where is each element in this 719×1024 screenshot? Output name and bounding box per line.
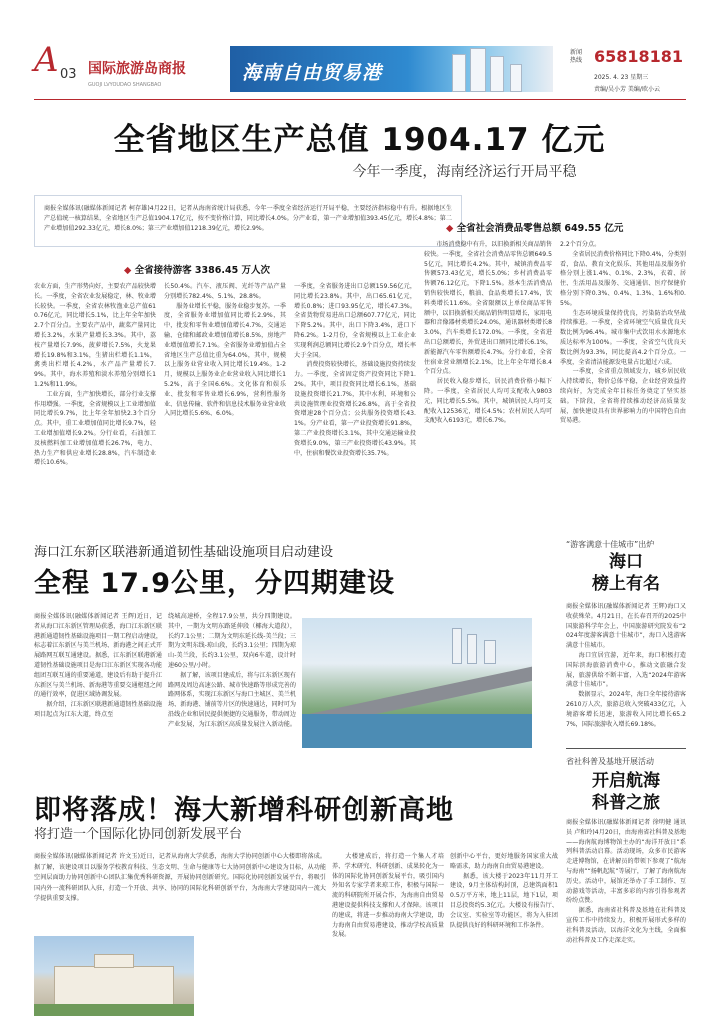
right2-body: 商报全媒体讯(融媒体新闻记者 徐明健 通讯员 卢和玲)4月20日，由海南省社科普及基地——海南航海博物馆主办的“海洋开放日”系列科普活动启幕。活动现场，众多市民游客走进博物馆，在讲解员的带领下参观了“航海与海南”“扬帆起航”等展厅，了解了海南航海历史。活动中，展馆还举办了手工制作、互动游戏等活动，丰富多彩的内容引得参观者纷纷点赞。 据悉，海南省社科普及基地在社科普及宣传工作中持续发力，积极开展形式多样的社科普及活动，以海洋文化为主线，全面推动社科普及工作走深走实。 xyxy=(566,819,686,944)
headline-line: 海口 xyxy=(609,552,643,572)
issue-date: 2025. 4. 23 星期三 xyxy=(594,74,649,81)
headline-line: 开启航海 xyxy=(592,771,660,791)
story3-subheadline: 将打造一个国际化协同创新发展平台 xyxy=(34,827,243,842)
hotline-number: 65818181 xyxy=(594,47,684,66)
story1-lead-box: 商报全媒体讯(融媒体新闻记者 柯存雄)4月22日，记者从海南省统计局获悉，今年一季度全省经济运行开局平稳，主要经济指标稳中有升。根据地区生产总值统一核算结果，全省地区生产总值1904.17亿元，按不变价格计算，同比增长4.0%。分产业看，第一产业增加值393.45亿元，增长4.8%；第二产业增加值292.33亿元，增长8.0%；第三产业增加值1218.39亿元，增长2.9%。 xyxy=(34,195,462,247)
photo-building xyxy=(484,640,496,664)
paper-name: 国际旅游岛商报 xyxy=(88,61,186,77)
story2-kicker: 海口江东新区联港新通道韧性基础设施项目启动建设 xyxy=(34,545,334,560)
right2-kicker: 省社科普及基地开展活动 xyxy=(566,757,654,766)
story1-column-5: 2.2个百分点。 全省居民消费价格同比下降0.4%，分类别看，食品、教育文化娱乐、其他用品及服务价格分别上涨1.4%、0.1%、2.3%，衣着、居住、生活用品及服务、交通通信、医疗保健价格分别下降0.3%、0.4%、1.3%、1.6%和0.5%。 生态环境质量保持优良，污染防治攻坚战持续推进。一季度，全省环境空气质量优良天数比例为96.4%。城市集中式饮用水水源地水质达标率为100%。一季度，全省空气优良天数比例为93.3%，同比提高4.2个百分点。一季度，全省清洁能源发电量占比超过六成。 一季度，全省重点领域发力，城乡居民收入持续增长，物价总体平稳，企业经营效益持续向好，为完成全年目标任务奠定了坚实基础。下阶段，全省将持续推动经济高质量发展，加快建设具有世界影响力的中国特色自由贸易港。 xyxy=(560,241,686,425)
ftp-banner xyxy=(230,46,553,92)
story3-photo xyxy=(34,936,194,1016)
banner-tower-graphic xyxy=(490,56,504,92)
diamond-icon: ◆ xyxy=(124,265,132,276)
story1-subhead-tourists xyxy=(124,262,270,276)
banner-tower-graphic xyxy=(510,64,522,92)
right1-headline xyxy=(566,551,686,595)
story3-column-2: 创新中心平台，更好地服务国家重大战略需求，助力海南自由贸易港建设。 据悉，该大楼于2023年11月开工建设，9月主体结构封顶，总建筑面积10.5万平方米，地上11层，地下1层，项目总投资约5.3亿元。大楼设有报告厅、会议室、实验室等功能区，将为入驻团队提供良好的科研环境和工作条件。 xyxy=(450,853,558,929)
right1-kicker: “游客满意十佳城市”出炉 xyxy=(566,540,655,549)
banner-title: 海南自由贸易港 xyxy=(242,62,383,84)
story1-column-2: 长50.4%。汽车、液压阀、光纤等产品产量分别增长782.4%、5.1%、28.8%。 服务业增长平稳，服务业稳步复苏。一季度，全省服务业增加值同比增长2.9%，其中，批发和零售业增加值增长4.7%，交通运输、仓储和邮政业增加值增长8.5%，房地产业增加值增长7.1%。全省服务业增加值占全省地区生产总值比重为64.0%，其中，规模以上服务业营业收入同比增长19.4%。1-2月，规模以上服务业企业营业收入同比增长15.2%，高于全国6.6%。文化体育和娱乐业、批发和零售业增长6.9%，营利性服务业、信息传输、软件和信息技术服务业营业收入同比增长5.6%、6.0%。 xyxy=(164,283,286,418)
story2-photo xyxy=(302,618,532,748)
photo-building xyxy=(54,966,174,1006)
hotline-label: 新闻热线 xyxy=(570,49,583,64)
right1-body: 商报全媒体讯(融媒体新闻记者 王辉)海口又收获殊荣。4月21日，在长春召开的2025中国旅游科学年会上，中国旅游研究院发布“2024年度游客满意十佳城市”，海口入选游客满意十佳城市。 海口宜居宜游，近年来，海口积极打造国际滨海旅游消费中心，推动文旅融合发展，旅游供给不断丰富，入选“2024年游客满意十佳城市”。 数据显示，2024年，海口全年接待游客2610万人次，旅游总收入突破433亿元，入境游客增长迅速，旅游收入同比增长65.27%，国际旅游收入增长69.18%。 xyxy=(566,603,686,728)
banner-tower-graphic xyxy=(470,48,486,92)
story3-headline: 即将落成！海大新增科研创新高地 xyxy=(34,795,454,826)
story3-lead: 商报全媒体讯(融媒体新闻记者 许文玉)近日，记者从海南大学获悉，海南大学协同创新中心大楼即将落成。据了解，该建设项目以服务学校教育科技、生态文明、生命与健康等七大协同创新中心建设为目标，从功能空间层面助力协同创新中心团队汇集优秀科研资源，开展协同创新研究。国际化协同创新发展平台，将吸引国内外一流科研团队入驻，打造一个开放、共享、协同的国际化科研创新平台，为海南大学建设国内一流大学提供重要支撑。 xyxy=(34,853,326,902)
story2-column-1: 商报全媒体讯(融媒体新闻记者 王辉)近日，记者从海口江东新区管理局获悉，海口江东新区联港新通道韧性基础设施项目一期工程启动建设，标志着江东新区与美兰机场、新海港之间正式开展路网互联互通建设。据悉，江东新区联港新通道韧性基础设施项目是海口江东新区实现各功能组团互联互通的重要通道，建设后有助于提升江东新区与美兰机场、新海港等重要交通枢纽之间的通行效率，促进区域协调发展。 据介绍，江东新区联港新通道韧性基础设施项目起点为江东大道，终点至 xyxy=(34,613,162,718)
page-letter: A xyxy=(34,40,59,80)
subhead-text: 全省社会消费品零售总额 649.55 亿元 xyxy=(456,223,624,234)
photo-water xyxy=(302,714,532,748)
headline-line: 科普之旅 xyxy=(592,793,660,813)
right-column-rule xyxy=(566,748,686,749)
photo-building xyxy=(452,628,462,664)
story2-column-2: 绕城高速桥，全程17.9公里，共分四期建设。其中，一期为文明东路延伸段（椰海大道段），长约7.1公里；二期为文明东延长线-美兰段；三期为文明东线-琼山段，长约3.1公里；四期为琼山-美兰段，长约3.1公里，双向6车道，设计时速60公里/小时。 据了解，该项目建成后，将与江东新区现有路网及周边高速公路、城市快速路等形成完善的路网体系，实现江东新区与海口主城区、美兰机场、新海港、铺前等片区的快速通达，同时可为沿线企业和居民提供便捷的交通服务，带动周边产业发展，为江东新区高质量发展注入新动能。 xyxy=(168,613,296,728)
story1-column-4: 市场消费稳中有升，以旧换新相关商品销售较快。一季度，全省社会消费品零售总额649.55亿元，同比增长4.2%。其中，城镇消费品零售额573.43亿元，增长5.0%；乡村消费品零售额76.12亿元，下降1.5%。基本生活消费品销售较快增长，粮油、食品类增长17.4%，饮料类增长11.6%。全省限额以上单位商品零售额中，以旧换新相关商品销售明显增长，家用电器和音像器材类增长24.0%，通讯器材类增长83.0%，汽车类增长172.0%。一季度，全省进出口总额增长，外贸进出口额同比增长6.1%，新能源汽车零售额增长4.7%。分行业看，全省住宿业营业额增长2.1%，比上年全年增长8.4个百分点。 居民收入稳步增长，居民消费价格小幅下降。一季度，全省居民人均可支配收入9803元，同比增长5.5%。其中，城镇居民人均可支配收入12536元，增长4.5%；农村居民人均可支配收入6193元，增长6.7%。 xyxy=(424,241,552,425)
photo-trees xyxy=(34,1004,194,1016)
subhead-text: 全省接待游客 3386.45 万人次 xyxy=(134,265,271,276)
story1-subhead-consumption xyxy=(446,220,623,234)
story1-headline: 全省地区生产总值 1904.17 亿元 xyxy=(113,122,606,158)
banner-tower-graphic xyxy=(452,54,466,92)
editor-credit: 责编/吴小芳 美编/欧小云 xyxy=(594,86,660,93)
photo-building xyxy=(94,954,134,968)
photo-building xyxy=(467,634,477,664)
story1-column-1: 农业方面，生产形势向好，主要农产品较快增长。一季度，全省农业发展稳定，林、牧业增长较快。一季度，全省农林牧渔业总产值610.76亿元，同比增长5.1%，比上年全年加快2.7个百分点。主要农产品中，蔬菜产量同比增长3.2%，水果产量增长3.3%。其中，荔枝产量增长7.9%，菠萝增长7.5%，火龙果增长19.8%和3.1%，生猪出栏增长1.1%，禽类出栏增长4.2%，水产品产量增长7.9%。其中，海水养殖和淡水养殖分别增长11.2%和11.9%。 工业方面，生产加快增长，部分行业支撑作用增强。一季度，全省规模以上工业增加值同比增长9.7%，比上年全年加快2.3个百分点。其中，重工业增加值同比增长9.7%，轻工业增加值增长9.2%。分行业看，石油加工及核燃料加工业增加值增长26.7%，电力、热力生产和供应业增长28.8%，汽车制造业增长10.6%。 xyxy=(34,283,156,467)
paper-subtitle: GUOJI LVYOUDAO SHANGBAO xyxy=(88,82,162,88)
headline-line: 榜上有名 xyxy=(592,574,660,594)
page-number: 03 xyxy=(60,67,77,82)
story3-column-1: 大楼建成后，将打造一个集人才培养、学术研究、科研创新、成果转化为一体的国际化协同创新发展平台，吸引国内外知名专家学者来琼工作，积极与国际一流的科研院所开展合作，为海南自由贸易港建设提供科技支撑和人才保障。该项目的建成，将进一步推动海南大学建设，助力海南自由贸易港建设，推动学校高质量发展。 xyxy=(332,853,444,939)
story1-column-3: 一季度，全省服务进出口总额159.56亿元，同比增长23.8%。其中，出口65.61亿元，增长0.8%；进口93.95亿元，增长47.3%。全省货物贸易进出口总额607.77亿元，同比下降5.2%。其中，出口下降3.4%，进口下降6.2%。1-2月份，全省规模以上工业企业实现利润总额同比增长2.9个百分点，增长率大于全国。 消费投资较快增长，基础设施投资持续发力。一季度，全省固定资产投资同比下降1.2%。其中，项目投资同比增长6.1%，基础设施投资增长21.7%，其中水利、环境和公共设施管理业投资增长26.8%，高于全省投资增速28个百分点；公共服务投资增长43.1%。分产业看，第一产业投资增长91.8%，第二产业投资增长3.1%，其中交通运输业投资增长9.0%，第三产业投资增长43.9%。其中，住宿和餐饮业投资增长35.7%。 xyxy=(294,283,416,457)
right2-headline xyxy=(566,770,686,814)
story2-headline: 全程 17.9公里，分四期建设 xyxy=(34,568,396,599)
header-rule xyxy=(34,99,686,100)
story1-subheadline: 今年一季度，海南经济运行开局平稳 xyxy=(352,164,577,180)
diamond-icon: ◆ xyxy=(446,223,454,234)
